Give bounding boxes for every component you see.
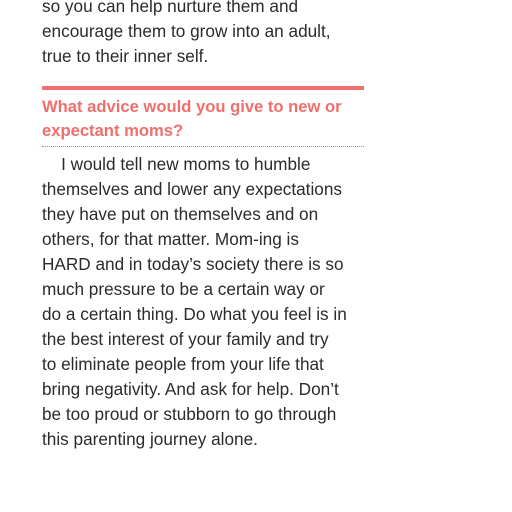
intro-line: true to their inner self. [42, 46, 209, 66]
body-line: HARD and in today’s society there is so [42, 254, 344, 274]
body-line: much pressure to be a certain way or [42, 279, 325, 299]
body-line: themselves and lower any expectations [42, 179, 342, 199]
body-line: they have put on themselves and on [42, 204, 319, 224]
section-heading: What advice would you give to new or [42, 97, 342, 116]
intro-line: encourage them to grow into an adult, [42, 21, 331, 41]
body-line: this parenting journey alone. [42, 429, 258, 449]
body-line: do a certain thing. Do what you feel is in [42, 304, 347, 324]
body-line: others, for that matter. Mom-ing is [42, 229, 299, 249]
section-top-rule [42, 86, 364, 90]
body-line: to eliminate people from your life that [42, 354, 324, 374]
intro-line: so you can help nurture them and [42, 0, 299, 16]
section-heading: expectant moms? [42, 121, 184, 140]
body-line: I would tell new moms to humble [42, 154, 311, 174]
body-line: be too proud or stubborn to go through [42, 404, 337, 424]
body-line: bring negativity. And ask for help. Don’t [42, 379, 339, 399]
body-line: the best interest of your family and try [42, 329, 329, 349]
section-dotted-rule [42, 146, 364, 147]
